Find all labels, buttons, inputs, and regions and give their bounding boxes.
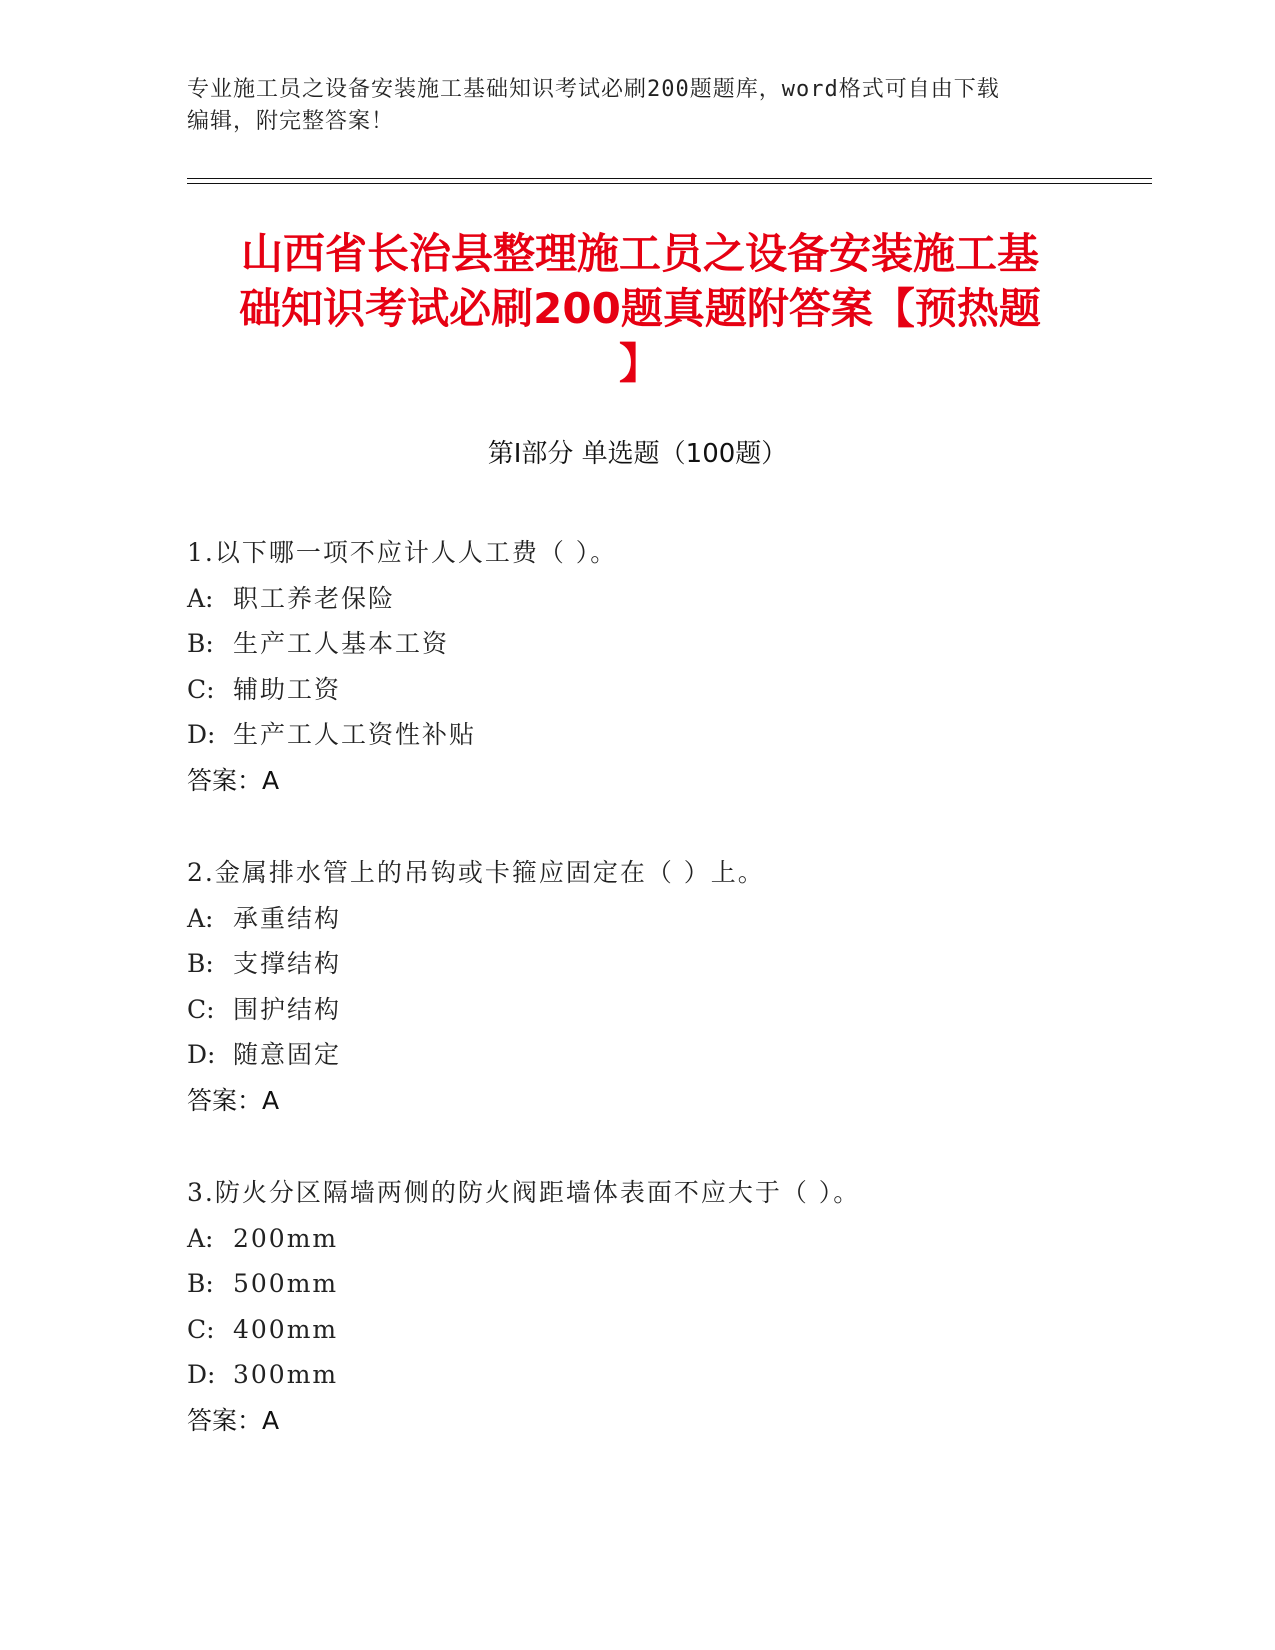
question-3 bbox=[187, 1170, 1137, 1443]
option-b bbox=[187, 621, 1137, 667]
question-2 bbox=[187, 850, 1137, 1123]
header-note-line-2: 编辑，附完整答案！ bbox=[187, 109, 395, 134]
option-text: 支撑结构 bbox=[233, 949, 342, 978]
answer-line: 答案：A bbox=[187, 1085, 280, 1115]
question-stem: 3.防火分区隔墙两侧的防火阀距墙体表面不应大于（ ）。 bbox=[187, 1178, 861, 1207]
option-text: 随意固定 bbox=[233, 1040, 342, 1069]
option-text: 承重结构 bbox=[233, 903, 342, 933]
option-text: 300mm bbox=[233, 1360, 339, 1389]
header-divider-bottom bbox=[187, 183, 1152, 184]
answer-line: 答案：A bbox=[187, 765, 280, 795]
option-letter: B: bbox=[187, 949, 214, 978]
option-letter: C: bbox=[187, 674, 215, 704]
question-stem: 1.以下哪一项不应计人人工费（ ）。 bbox=[187, 538, 618, 567]
option-letter: C: bbox=[187, 994, 215, 1024]
option-text: 200mm bbox=[233, 1223, 339, 1253]
option-c bbox=[187, 1307, 1137, 1353]
document-title-line-2: 础知识考试必刷200题真题附答案【预热题 bbox=[239, 284, 1041, 333]
option-text: 生产工人基本工资 bbox=[233, 629, 450, 658]
document-title bbox=[190, 226, 1090, 391]
option-text: 辅助工资 bbox=[233, 674, 342, 704]
option-d bbox=[187, 1032, 1137, 1078]
question-1 bbox=[187, 530, 1137, 803]
option-letter: D: bbox=[187, 1360, 216, 1389]
option-letter: B: bbox=[187, 629, 214, 658]
answer-line: 答案：A bbox=[187, 1405, 280, 1435]
document-title-line-1: 山西省长治县整理施工员之设备安装施工基 bbox=[240, 229, 1039, 278]
option-letter: B: bbox=[187, 1269, 214, 1298]
option-b bbox=[187, 941, 1137, 987]
option-text: 围护结构 bbox=[233, 994, 342, 1024]
option-d bbox=[187, 712, 1137, 758]
option-letter: A: bbox=[187, 1223, 214, 1253]
option-c bbox=[187, 667, 1137, 713]
option-c bbox=[187, 987, 1137, 1033]
option-letter: D: bbox=[187, 720, 216, 749]
option-b bbox=[187, 1261, 1137, 1307]
option-letter: A: bbox=[187, 903, 214, 933]
option-letter: D: bbox=[187, 1040, 216, 1069]
question-stem: 2.金属排水管上的吊钩或卡箍应固定在（ ）上。 bbox=[187, 858, 765, 887]
option-text: 400mm bbox=[233, 1314, 339, 1344]
header-note bbox=[187, 74, 1087, 138]
option-text: 职工养老保险 bbox=[233, 583, 396, 613]
option-a bbox=[187, 896, 1137, 942]
option-text: 500mm bbox=[233, 1269, 339, 1298]
option-a bbox=[187, 1216, 1137, 1262]
option-letter: C: bbox=[187, 1314, 215, 1344]
option-text: 生产工人工资性补贴 bbox=[233, 720, 477, 749]
section-heading: 第Ⅰ部分 单选题（100题） bbox=[487, 439, 788, 469]
header-divider-top bbox=[187, 178, 1152, 179]
option-letter: A: bbox=[187, 583, 214, 613]
header-note-line-1: 专业施工员之设备安装施工基础知识考试必刷200题题库，word格式可自由下载 bbox=[187, 77, 1000, 102]
option-a bbox=[187, 576, 1137, 622]
document-title-line-3: 】 bbox=[618, 339, 661, 388]
option-d bbox=[187, 1352, 1137, 1398]
